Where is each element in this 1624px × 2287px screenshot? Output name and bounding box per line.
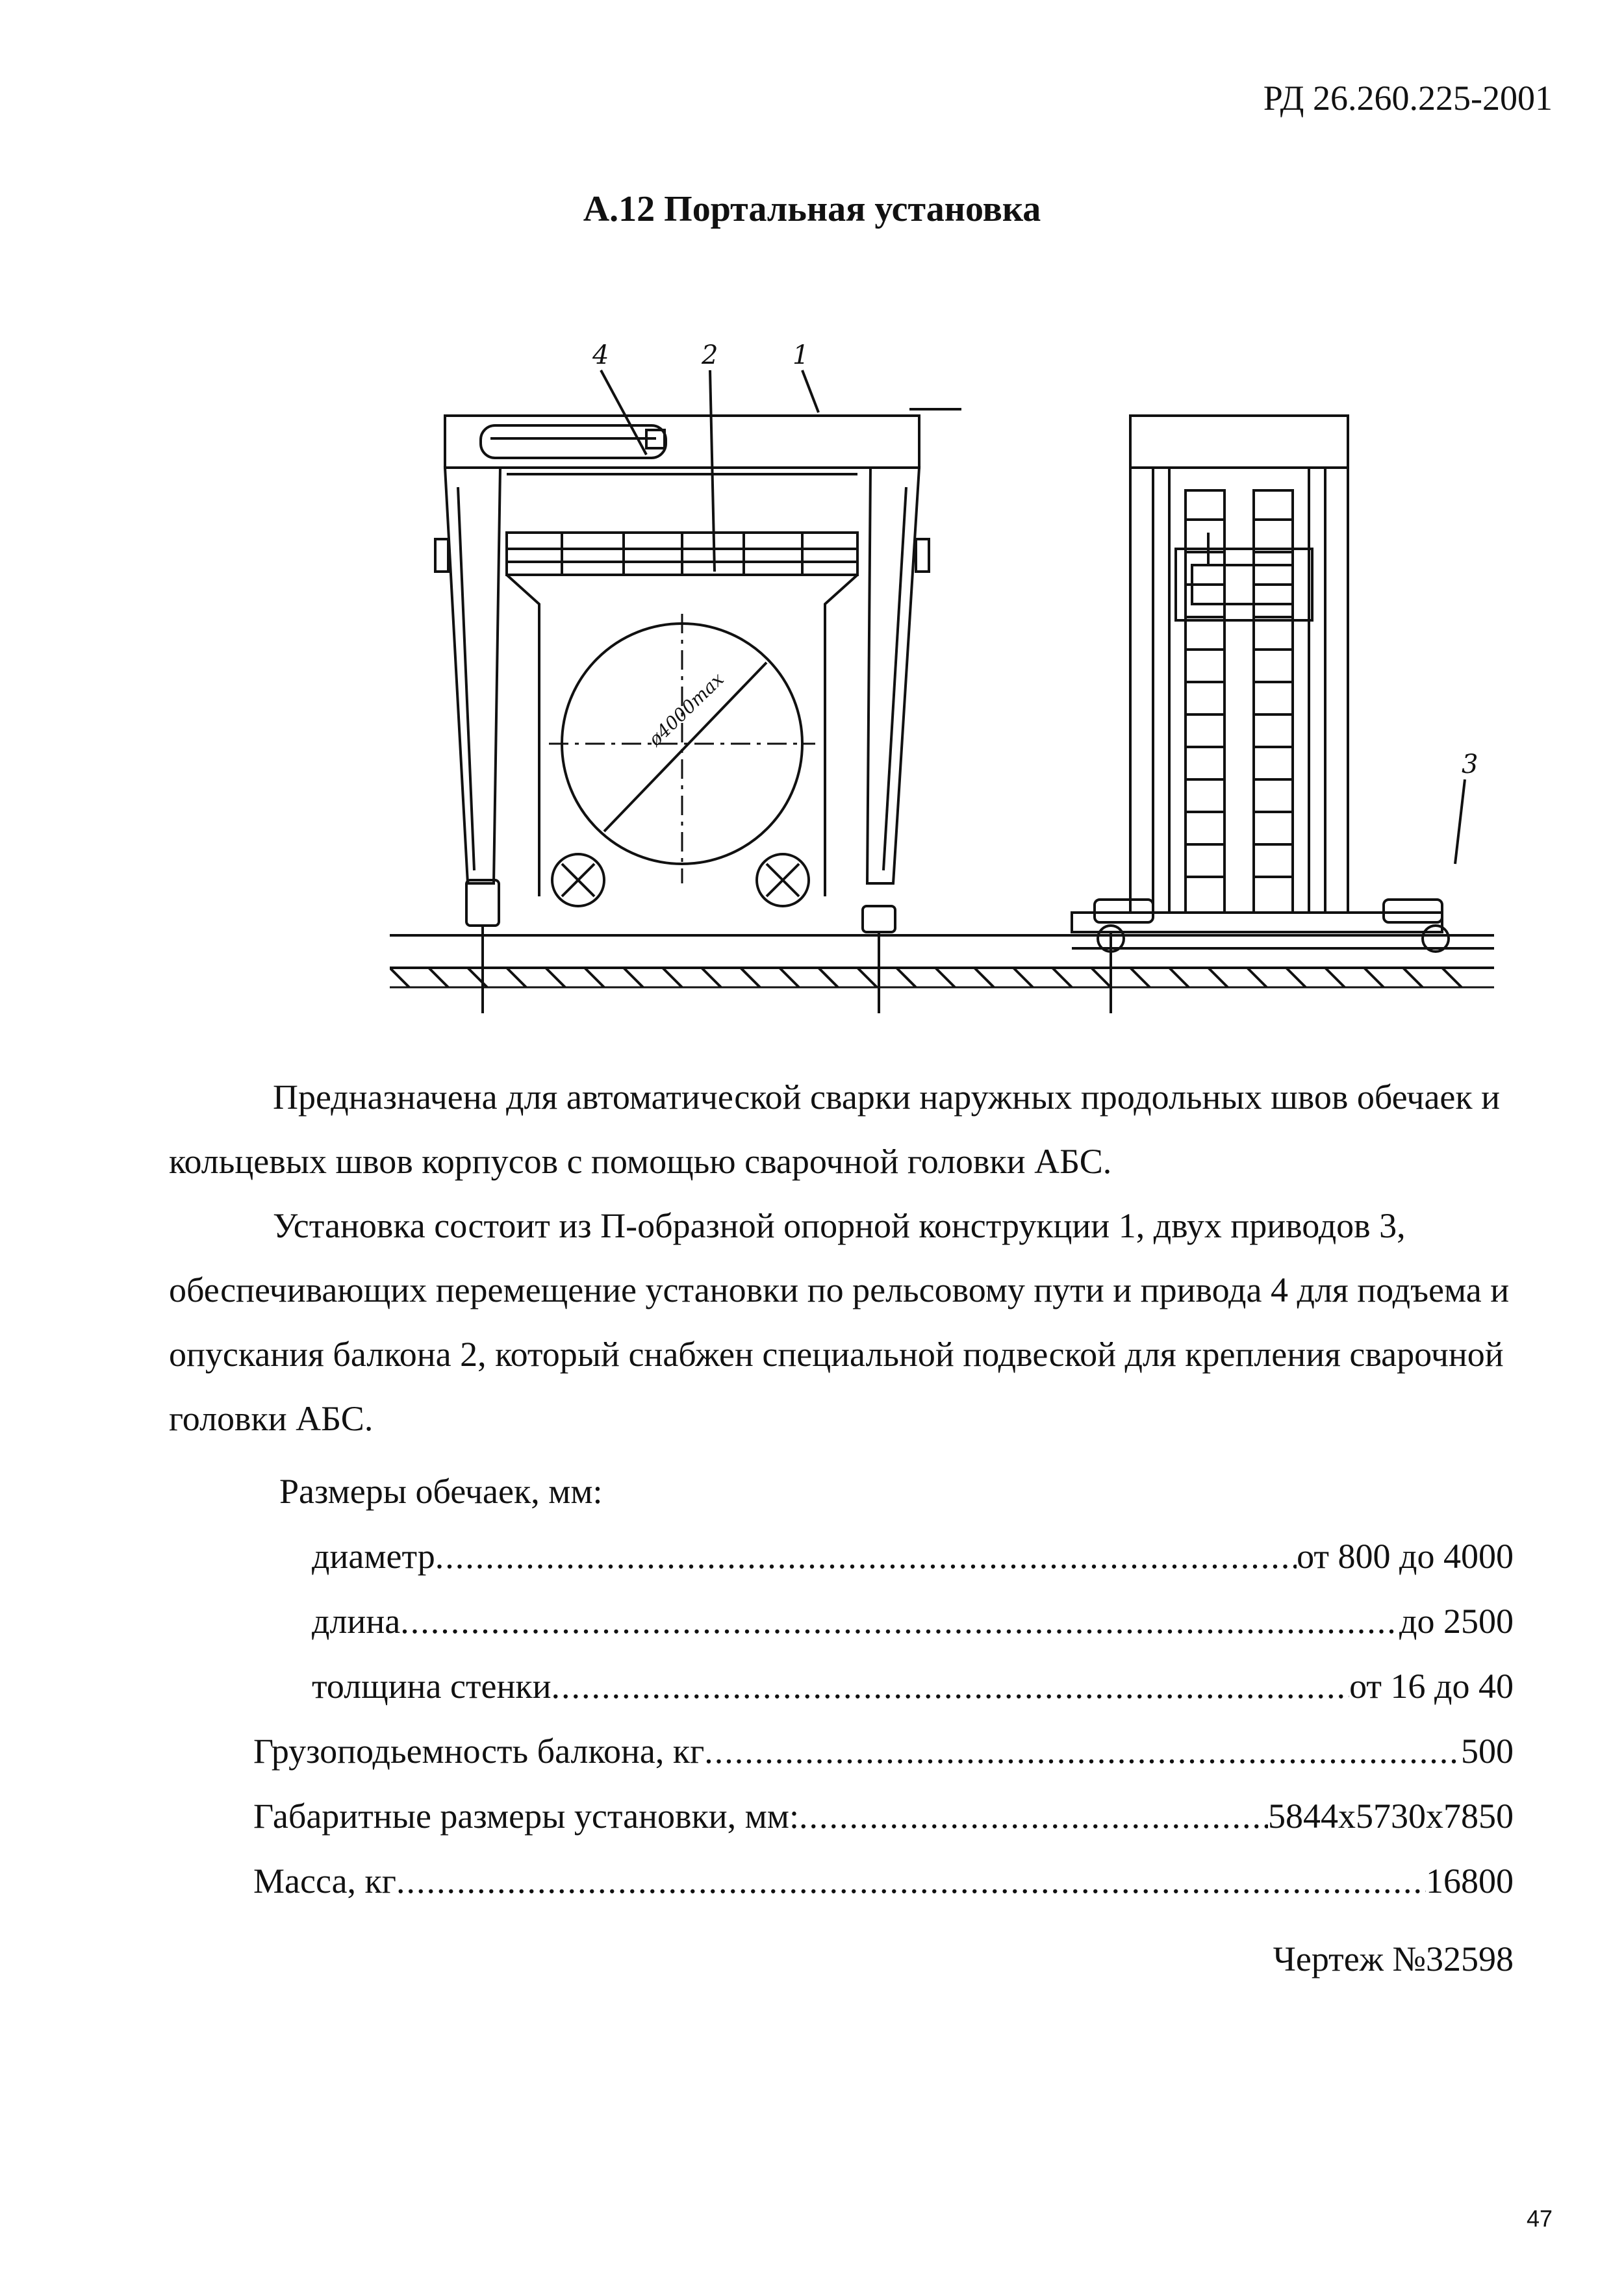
spec-mass	[253, 1861, 1514, 1901]
spec-wall-thickness	[312, 1666, 1514, 1706]
rail-track-ground	[390, 935, 1494, 987]
spec-diameter	[312, 1536, 1514, 1576]
spec-value: от 800 до 4000	[1297, 1537, 1514, 1576]
document-code: РД 26.260.225-2001	[1263, 79, 1553, 118]
shell-sizes-heading: Размеры обечаек, мм:	[279, 1472, 603, 1511]
spec-length	[312, 1601, 1514, 1641]
callout-4: 4	[592, 340, 609, 370]
spec-label: толщина стенки	[312, 1667, 552, 1706]
description	[169, 1065, 1520, 1451]
drawing-number: Чертеж №32598	[1273, 1940, 1514, 1978]
spec-value: 500	[1461, 1732, 1514, 1771]
spec-value: 16800	[1426, 1862, 1514, 1901]
callout-3: 3	[1462, 750, 1478, 779]
section-title: А.12 Портальная установка	[583, 189, 1041, 229]
portal-frame-front-view	[435, 409, 961, 1013]
spec-capacity	[253, 1731, 1514, 1771]
spec-value: 5844x5730x7850	[1268, 1797, 1514, 1836]
spec-label: длина	[312, 1602, 401, 1641]
spec-value: до 2500	[1399, 1602, 1514, 1641]
spec-label: Грузоподьемность балкона, кг	[253, 1732, 705, 1771]
paragraph-composition: Установка состоит из П-образной опорной конструкции 1, двух приводов 3, обеспечивающих перемещение установки по рельсовому пути и привода 4 для подъема и опускания балкона 2, который снабжен специальной подвеской для крепления сварочной головки АБС.	[169, 1206, 1510, 1438]
portal-installation-drawing	[390, 325, 1494, 1013]
spec-value: от 16 до 40	[1349, 1667, 1514, 1706]
spec-label: диаметр	[312, 1537, 435, 1576]
callout-1: 1	[793, 340, 809, 370]
page-number: 47	[1526, 2205, 1553, 2232]
spec-label: Габаритные размеры установки, мм:	[253, 1797, 799, 1836]
callout-2: 2	[702, 340, 718, 370]
portal-frame-side-view	[1072, 416, 1449, 1013]
spec-label: Масса, кг	[253, 1862, 396, 1901]
diameter-label: ø4000max	[644, 668, 728, 751]
paragraph-purpose: Предназначена для автоматической сварки наружных продольных швов обечаек и кольцевых швов корпусов с помощью сварочной головки АБС.	[169, 1078, 1501, 1181]
spec-dimensions	[253, 1796, 1514, 1836]
